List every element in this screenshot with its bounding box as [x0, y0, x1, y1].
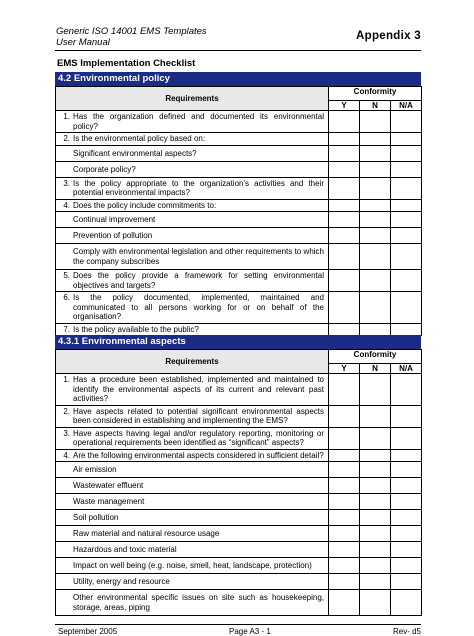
conformity-na-cell[interactable]: [391, 145, 422, 161]
conformity-header: Conformity: [329, 350, 422, 364]
conformity-na-cell[interactable]: [391, 212, 422, 228]
question-number: 6.: [63, 293, 70, 302]
subitem-text: Utility, energy and resource: [73, 577, 170, 586]
subitem-cell: [56, 526, 329, 542]
requirement-cell: [56, 374, 329, 406]
checklist-subitem-row: [56, 161, 422, 177]
subitem-text: Raw material and natural resource usage: [73, 529, 220, 538]
question-text: Does the policy provide a framework for setting environmental objectives and targets?: [73, 271, 324, 290]
requirement-cell: [56, 177, 329, 199]
conformity-na-cell[interactable]: [391, 526, 422, 542]
subitem-text: Comply with environmental legislation and other requirements to which the company subscribes: [73, 247, 324, 266]
conformity-no-cell[interactable]: [360, 558, 391, 574]
header-rule: [55, 50, 421, 51]
checklist-subitem-row: [56, 494, 422, 510]
question-number: 5.: [63, 271, 70, 280]
checklist-table: [55, 86, 422, 336]
subitem-text: Corporate policy?: [73, 164, 136, 174]
conformity-na-cell[interactable]: [391, 323, 422, 336]
subitem-text: Wastewater effluent: [73, 481, 144, 490]
requirement-cell: [56, 449, 329, 462]
conformity-na-cell[interactable]: [391, 462, 422, 478]
checklist-subitem-row: [56, 558, 422, 574]
section-heading: 4.2 Environmental policy: [55, 72, 421, 86]
checklist-row: [56, 427, 422, 449]
yes-column-header: Y: [329, 364, 360, 374]
checklist-subitem-row: [56, 478, 422, 494]
page-footer: [55, 624, 421, 636]
subitem-cell: [56, 244, 329, 270]
conformity-yes-cell[interactable]: [329, 449, 360, 462]
conformity-yes-cell[interactable]: [329, 111, 360, 133]
question-text: Have aspects related to potential significant environmental aspects been considered in establishing and implementing the EMS?: [73, 406, 324, 425]
conformity-no-cell[interactable]: [360, 270, 391, 292]
conformity-no-cell[interactable]: [360, 199, 391, 212]
conformity-na-cell[interactable]: [391, 405, 422, 427]
subitem-text: Soil pollution: [73, 513, 119, 522]
conformity-na-cell[interactable]: [391, 292, 422, 324]
conformity-na-cell[interactable]: [391, 542, 422, 558]
footer-revision: Rev- d5: [392, 627, 421, 636]
conformity-yes-cell[interactable]: [329, 228, 360, 244]
conformity-na-cell[interactable]: [391, 199, 422, 212]
question-number: 4.: [63, 450, 70, 460]
conformity-na-cell[interactable]: [391, 427, 422, 449]
conformity-yes-cell[interactable]: [329, 510, 360, 526]
subitem-cell: [56, 145, 329, 161]
question-text: Is the policy appropriate to the organization's activities and their potential environmental impacts?: [73, 178, 324, 197]
conformity-na-cell[interactable]: [391, 228, 422, 244]
conformity-yes-cell[interactable]: [329, 212, 360, 228]
conformity-na-cell[interactable]: [391, 590, 422, 616]
subitem-cell: [56, 510, 329, 526]
appendix-label: Appendix 3: [356, 30, 421, 42]
no-column-header: N: [360, 101, 391, 111]
section-heading: 4.3.1 Environmental aspects: [55, 335, 421, 349]
question-number: 1.: [63, 375, 70, 384]
conformity-no-cell[interactable]: [360, 228, 391, 244]
conformity-yes-cell[interactable]: [329, 244, 360, 270]
question-number: 1.: [63, 112, 70, 121]
conformity-yes-cell[interactable]: [329, 494, 360, 510]
conformity-no-cell[interactable]: [360, 405, 391, 427]
conformity-na-cell[interactable]: [391, 510, 422, 526]
no-column-header: N: [360, 364, 391, 374]
checklist-subitem-row: [56, 574, 422, 590]
checklist-title: EMS Implementation Checklist: [57, 58, 196, 69]
conformity-na-cell[interactable]: [391, 270, 422, 292]
conformity-header: Conformity: [329, 87, 422, 101]
conformity-yes-cell[interactable]: [329, 374, 360, 406]
na-column-header: N/A: [391, 364, 422, 374]
conformity-no-cell[interactable]: [360, 449, 391, 462]
subitem-text: Hazardous and toxic material: [73, 545, 177, 554]
question-text: Does the policy include commitments to:: [73, 200, 217, 210]
question-number: 7.: [63, 324, 70, 334]
requirement-cell: [56, 133, 329, 146]
conformity-no-cell[interactable]: [360, 292, 391, 324]
subitem-cell: [56, 590, 329, 616]
conformity-no-cell[interactable]: [360, 526, 391, 542]
conformity-no-cell[interactable]: [360, 374, 391, 406]
checklist-subitem-row: [56, 462, 422, 478]
conformity-na-cell[interactable]: [391, 574, 422, 590]
question-number: 4.: [63, 200, 70, 210]
conformity-yes-cell[interactable]: [329, 133, 360, 146]
conformity-yes-cell[interactable]: [329, 427, 360, 449]
subitem-text: Waste management: [73, 497, 145, 506]
requirements-header: Requirements: [56, 350, 329, 374]
conformity-na-cell[interactable]: [391, 374, 422, 406]
conformity-na-cell[interactable]: [391, 478, 422, 494]
conformity-yes-cell[interactable]: [329, 542, 360, 558]
checklist-row: [56, 270, 422, 292]
conformity-yes-cell[interactable]: [329, 145, 360, 161]
conformity-na-cell[interactable]: [391, 244, 422, 270]
question-number: 2.: [63, 134, 70, 143]
checklist-subitem-row: [56, 510, 422, 526]
conformity-no-cell[interactable]: [360, 133, 391, 146]
checklist-subitem-row: [56, 244, 422, 270]
conformity-no-cell[interactable]: [360, 177, 391, 199]
checklist-row: [56, 449, 422, 462]
conformity-no-cell[interactable]: [360, 542, 391, 558]
subitem-text: Continual improvement: [73, 215, 156, 224]
conformity-na-cell[interactable]: [391, 494, 422, 510]
conformity-yes-cell[interactable]: [329, 558, 360, 574]
question-number: 3.: [63, 178, 70, 188]
conformity-no-cell[interactable]: [360, 212, 391, 228]
checklist-subitem-row: [56, 590, 422, 616]
checklist-row: [56, 199, 422, 212]
subitem-text: Prevention of pollution: [73, 231, 153, 240]
conformity-na-cell[interactable]: [391, 558, 422, 574]
conformity-no-cell[interactable]: [360, 494, 391, 510]
subitem-cell: [56, 228, 329, 244]
checklist-row: [56, 177, 422, 199]
requirement-cell: [56, 427, 329, 449]
checklist-row: [56, 374, 422, 406]
conformity-yes-cell[interactable]: [329, 590, 360, 616]
subitem-cell: [56, 542, 329, 558]
question-number: 3.: [63, 428, 70, 438]
subitem-text: Impact on well being (e.g. noise, smell, heat, landscape, protection): [73, 561, 312, 570]
conformity-na-cell[interactable]: [391, 161, 422, 177]
question-text: Are the following environmental aspects considered in sufficient detail?: [73, 450, 324, 460]
conformity-no-cell[interactable]: [360, 590, 391, 616]
checklist-row: [56, 323, 422, 336]
checklist-subitem-row: [56, 228, 422, 244]
conformity-no-cell[interactable]: [360, 161, 391, 177]
yes-column-header: Y: [329, 101, 360, 111]
checklist-row: [56, 111, 422, 133]
requirement-cell: [56, 111, 329, 133]
subitem-cell: [56, 574, 329, 590]
conformity-na-cell[interactable]: [391, 449, 422, 462]
subitem-text: Other environmental specific issues on site such as housekeeping, storage, areas, piping: [73, 593, 324, 612]
checklist-subitem-row: [56, 526, 422, 542]
question-text: Is the policy documented, implemented, maintained and communicated to all persons working for or on behalf of the organisation?: [73, 293, 324, 321]
document-name: Generic ISO 14001 EMS Templates User Manual: [56, 26, 207, 48]
conformity-yes-cell[interactable]: [329, 478, 360, 494]
requirement-cell: [56, 292, 329, 324]
checklist-row: [56, 133, 422, 146]
subitem-cell: [56, 161, 329, 177]
conformity-no-cell[interactable]: [360, 244, 391, 270]
subitem-cell: [56, 478, 329, 494]
conformity-yes-cell[interactable]: [329, 323, 360, 336]
subitem-text: Significant environmental aspects?: [73, 148, 197, 158]
requirements-header: Requirements: [56, 87, 329, 111]
conformity-no-cell[interactable]: [360, 574, 391, 590]
conformity-no-cell[interactable]: [360, 427, 391, 449]
requirement-cell: [56, 270, 329, 292]
subitem-text: Air emission: [73, 465, 117, 474]
na-column-header: N/A: [391, 101, 422, 111]
conformity-yes-cell[interactable]: [329, 199, 360, 212]
conformity-yes-cell[interactable]: [329, 270, 360, 292]
conformity-yes-cell[interactable]: [329, 177, 360, 199]
conformity-yes-cell[interactable]: [329, 161, 360, 177]
footer-date: September 2005: [58, 627, 118, 636]
conformity-no-cell[interactable]: [360, 323, 391, 336]
subitem-cell: [56, 462, 329, 478]
conformity-no-cell[interactable]: [360, 462, 391, 478]
checklist-table: [55, 349, 422, 616]
question-text: Has the organization defined and documented its environmental policy?: [73, 112, 324, 131]
question-text: Have aspects having legal and/or regulatory reporting, monitoring or operational requirements been identified as “significant” aspects?: [73, 428, 324, 447]
requirement-cell: [56, 199, 329, 212]
conformity-no-cell[interactable]: [360, 145, 391, 161]
checklist-subitem-row: [56, 145, 422, 161]
requirement-cell: [56, 323, 329, 336]
requirement-cell: [56, 405, 329, 427]
question-text: Has a procedure been established, implemented and maintained to identify the environmental aspects of its current and relevant past activities?: [73, 375, 324, 403]
conformity-yes-cell[interactable]: [329, 292, 360, 324]
question-number: 2.: [63, 406, 70, 416]
conformity-yes-cell[interactable]: [329, 405, 360, 427]
footer-page-number: Page A3 - 1: [229, 627, 271, 636]
conformity-yes-cell[interactable]: [329, 462, 360, 478]
subitem-cell: [56, 494, 329, 510]
subitem-cell: [56, 212, 329, 228]
question-text: Is the environmental policy based on:: [73, 134, 206, 143]
checklist-subitem-row: [56, 212, 422, 228]
conformity-na-cell[interactable]: [391, 177, 422, 199]
subitem-cell: [56, 558, 329, 574]
conformity-no-cell[interactable]: [360, 111, 391, 133]
conformity-yes-cell[interactable]: [329, 574, 360, 590]
checklist-row: [56, 405, 422, 427]
conformity-yes-cell[interactable]: [329, 526, 360, 542]
conformity-na-cell[interactable]: [391, 133, 422, 146]
conformity-na-cell[interactable]: [391, 111, 422, 133]
conformity-no-cell[interactable]: [360, 510, 391, 526]
conformity-no-cell[interactable]: [360, 478, 391, 494]
question-text: Is the policy available to the public?: [73, 324, 199, 334]
checklist-row: [56, 292, 422, 324]
checklist-subitem-row: [56, 542, 422, 558]
